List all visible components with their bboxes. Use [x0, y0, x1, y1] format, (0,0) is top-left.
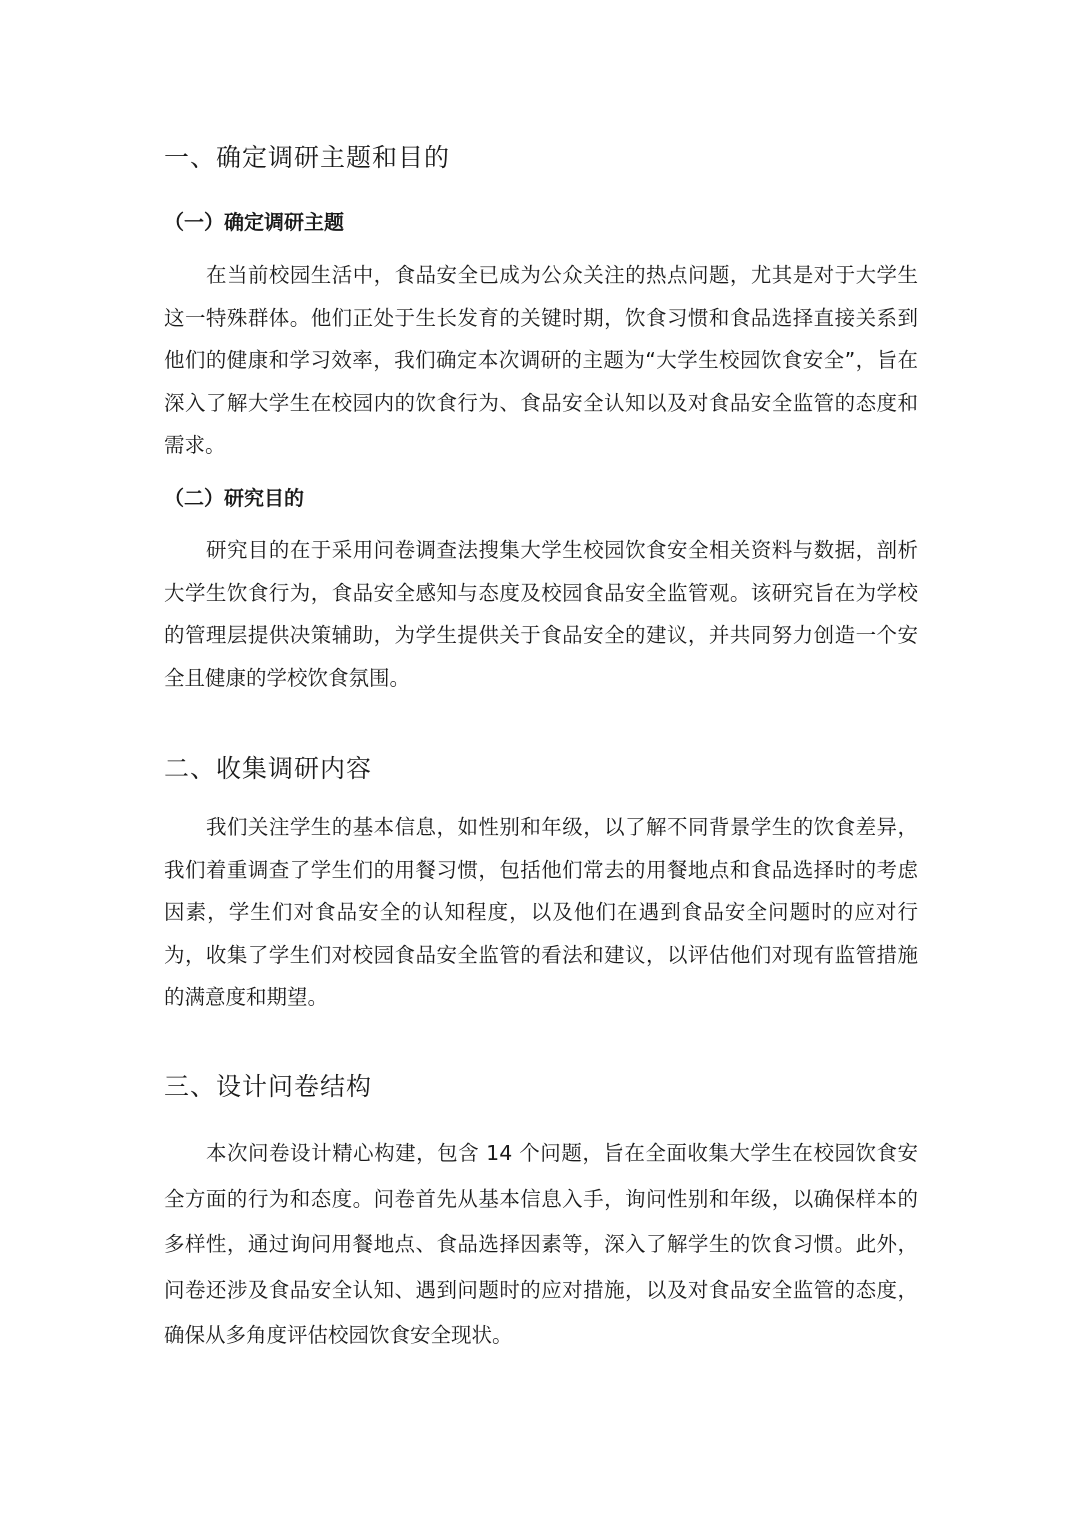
paragraph-topic: 在当前校园生活中，食品安全已成为公众关注的热点问题，尤其是对于大学生这一特殊群体。他们正处于生长发育的关键时期，饮食习惯和食品选择直接关系到他们的健康和学习效率，我们确定本次调研的主题为“大学生校园饮食安全”，旨在深入了解大学生在校园内的饮食行为、食品安全认知以及对食品安全监管的态度和需求。 [164, 263, 918, 458]
section-heading-1: 一、确定调研主题和目的 [164, 143, 451, 172]
subsection-heading-purpose: （二）研究目的 [164, 486, 304, 510]
section-heading-2: 二、收集调研内容 [164, 754, 373, 783]
paragraph-content: 我们关注学生的基本信息，如性别和年级，以了解不同背景学生的饮食差异，我们着重调查了学生们的用餐习惯，包括他们常去的用餐地点和食品选择时的考虑因素，学生们对食品安全的认知程度，以及他们在遇到食品安全问题时的应对行为，收集了学生们对校园食品安全监管的看法和建议，以评估他们对现有监管措施的满意度和期望。 [164, 815, 918, 1010]
subsection-heading-topic: （一）确定调研主题 [164, 210, 344, 234]
paragraph-structure: 本次问卷设计精心构建，包含 14 个问题，旨在全面收集大学生在校园饮食安全方面的行为和态度。问卷首先从基本信息入手，询问性别和年级，以确保样本的多样性，通过询问用餐地点、食品选择因素等，深入了解学生的饮食习惯。此外，问卷还涉及食品安全认知、遇到问题时的应对措施，以及对食品安全监管的态度，确保从多角度评估校园饮食安全现状。 [164, 1141, 918, 1347]
paragraph-purpose: 研究目的在于采用问卷调查法搜集大学生校园饮食安全相关资料与数据，剖析大学生饮食行为，食品安全感知与态度及校园食品安全监管观。该研究旨在为学校的管理层提供决策辅助，为学生提供关于食品安全的建议，并共同努力创造一个安全且健康的学校饮食氛围。 [164, 538, 918, 690]
section-heading-3: 三、设计问卷结构 [164, 1072, 373, 1101]
